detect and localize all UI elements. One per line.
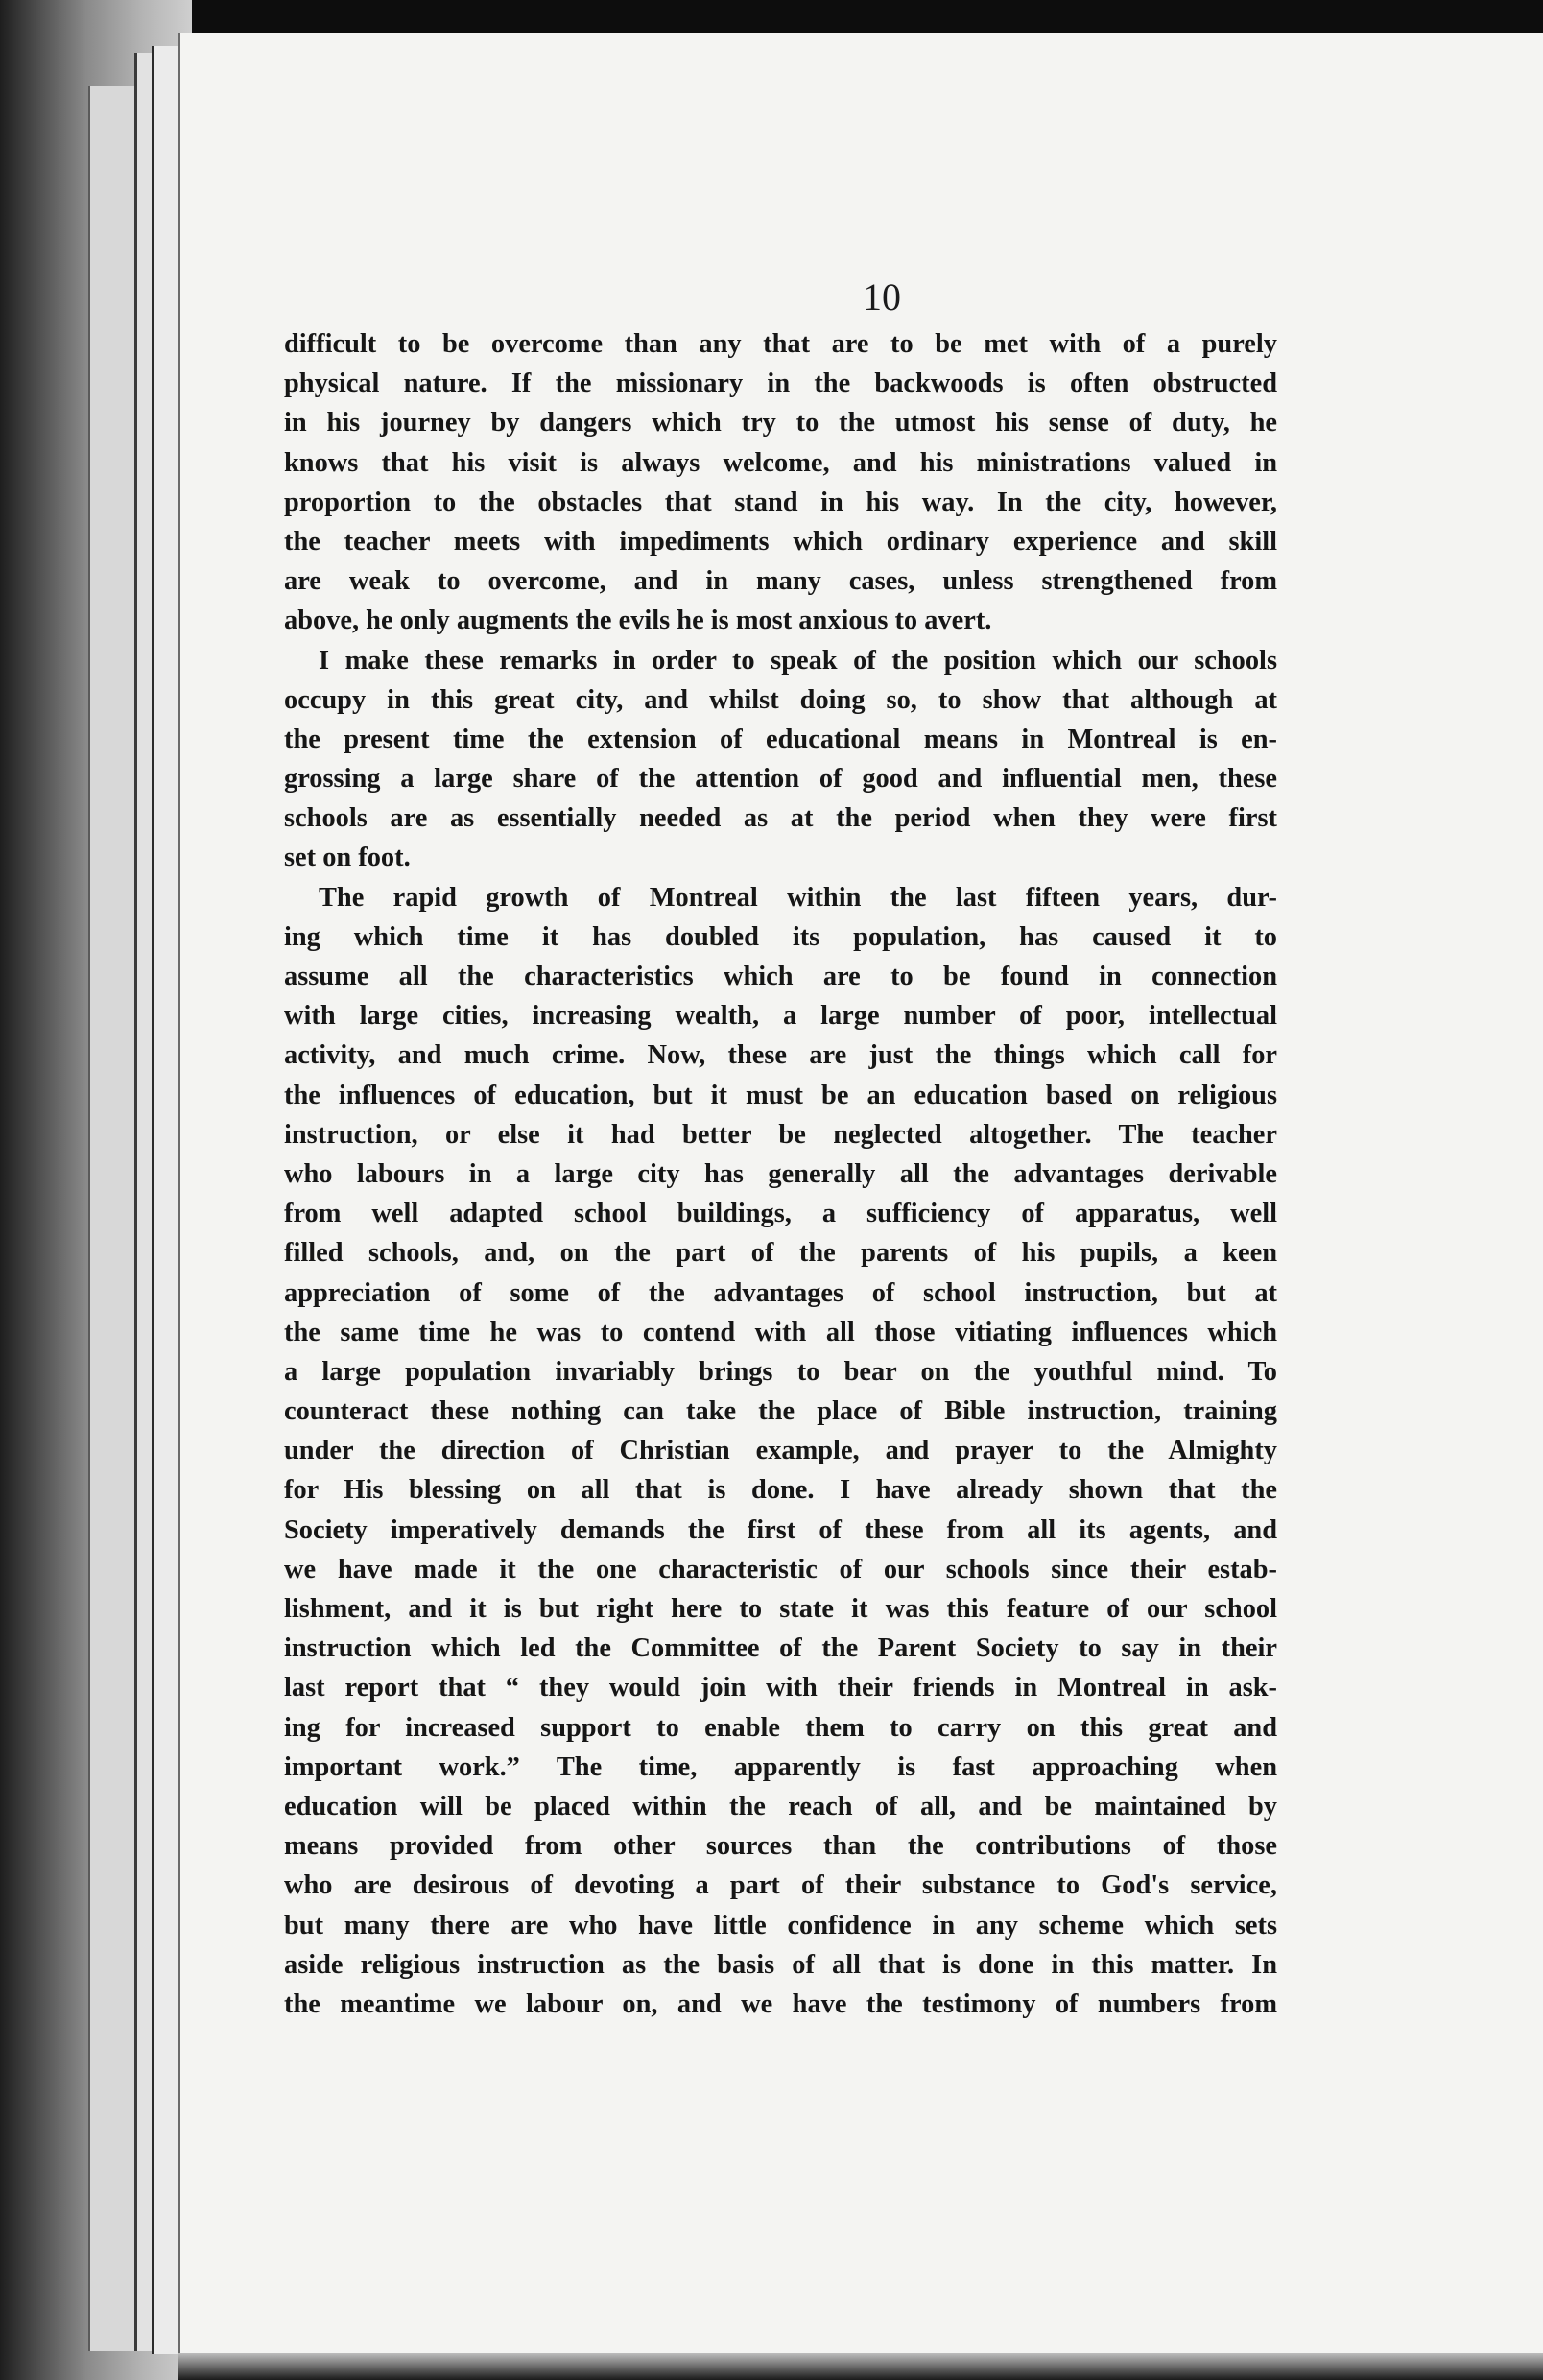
text-line: but many there are who have little confidence in any scheme which sets: [284, 1910, 1277, 1940]
page-number: 10: [863, 275, 901, 319]
text-line: the teacher meets with impediments which ordinary experience and skill: [284, 526, 1277, 557]
text-line: counteract these nothing can take the place of Bible instruction, training: [284, 1396, 1277, 1427]
text-line: from well adapted school buildings, a sufficiency of apparatus, well: [284, 1199, 1277, 1229]
text-line: grossing a large share of the attention of good and influential men, these: [284, 764, 1277, 795]
text-line: a large population invariably brings to bear on the youthful mind. To: [284, 1356, 1277, 1387]
text-line: means provided from other sources than the contributions of those: [284, 1831, 1277, 1862]
text-line: set on foot.: [284, 843, 411, 873]
text-line: last report that “ they would join with their friends in Montreal in ask-: [284, 1673, 1277, 1703]
text-line: schools are as essentially needed as at the period when they were first: [284, 803, 1277, 834]
paragraph-start-line: The rapid growth of Montreal within the last fifteen years, dur-: [319, 882, 1277, 913]
text-line: assume all the characteristics which are to be found in connection: [284, 962, 1277, 991]
text-line: ing which time it has doubled its population, has caused it to: [284, 921, 1277, 952]
text-line: education will be placed within the reach of all, and be maintained by: [284, 1791, 1277, 1821]
text-line: filled schools, and, on the part of the parents of his pupils, a keen: [284, 1238, 1277, 1269]
text-line: the present time the extension of educational means in Montreal is en-: [284, 724, 1277, 754]
text-line: proportion to the obstacles that stand in his way. In the city, however,: [284, 487, 1277, 517]
text-line: under the direction of Christian example, and prayer to the Almighty: [284, 1436, 1277, 1466]
text-line: who are desirous of devoting a part of their substance to God's service,: [284, 1870, 1277, 1901]
text-line: the same time he was to contend with all those vitiating influences which: [284, 1317, 1277, 1347]
paragraph-start-line: I make these remarks in order to speak of the position which our schools: [319, 645, 1277, 676]
text-line: with large cities, increasing wealth, a large number of poor, intellectual: [284, 1001, 1277, 1032]
text-line: are weak to overcome, and in many cases, unless strengthened from: [284, 566, 1277, 597]
text-line: aside religious instruction as the basis of all that is done in this matter. In: [284, 1949, 1277, 1980]
text-line: appreciation of some of the advantages of school instruction, but at: [284, 1277, 1277, 1308]
text-line: difficult to be overcome than any that are to be met with of a purely: [284, 329, 1277, 359]
text-line: instruction which led the Committee of the Parent Society to say in their: [284, 1633, 1277, 1664]
text-line: who labours in a large city has generally all the advantages derivable: [284, 1158, 1277, 1189]
text-line: lishment, and it is but right here to state it was this feature of our school: [284, 1594, 1277, 1624]
text-line: important work.” The time, apparently is fast approaching when: [284, 1751, 1277, 1782]
text-line: we have made it the one characteristic of our schools since their estab-: [284, 1554, 1277, 1584]
text-line: the meantime we labour on, and we have the testimony of numbers from: [284, 1988, 1277, 2019]
text-line: above, he only augments the evils he is most anxious to avert.: [284, 606, 992, 636]
text-line: physical nature. If the missionary in the backwoods is often obstructed: [284, 369, 1277, 399]
text-line: the influences of education, but it must be an education based on religious: [284, 1080, 1277, 1110]
text-line: instruction, or else it had better be neglected altogether. The teacher: [284, 1119, 1277, 1150]
body-text: [284, 324, 1277, 2024]
page-bottom-edge: [178, 2353, 1543, 2380]
text-line: activity, and much crime. Now, these are just the things which call for: [284, 1040, 1277, 1071]
text-line: knows that his visit is always welcome, and his ministrations valued in: [284, 447, 1277, 478]
text-line: for His blessing on all that is done. I have already shown that the: [284, 1475, 1277, 1506]
text-line: Society imperatively demands the first of these from all its agents, and: [284, 1514, 1277, 1545]
text-line: occupy in this great city, and whilst doing so, to show that although at: [284, 684, 1277, 715]
text-line: in his journey by dangers which try to the utmost his sense of duty, he: [284, 408, 1277, 439]
text-line: ing for increased support to enable them to carry on this great and: [284, 1712, 1277, 1743]
